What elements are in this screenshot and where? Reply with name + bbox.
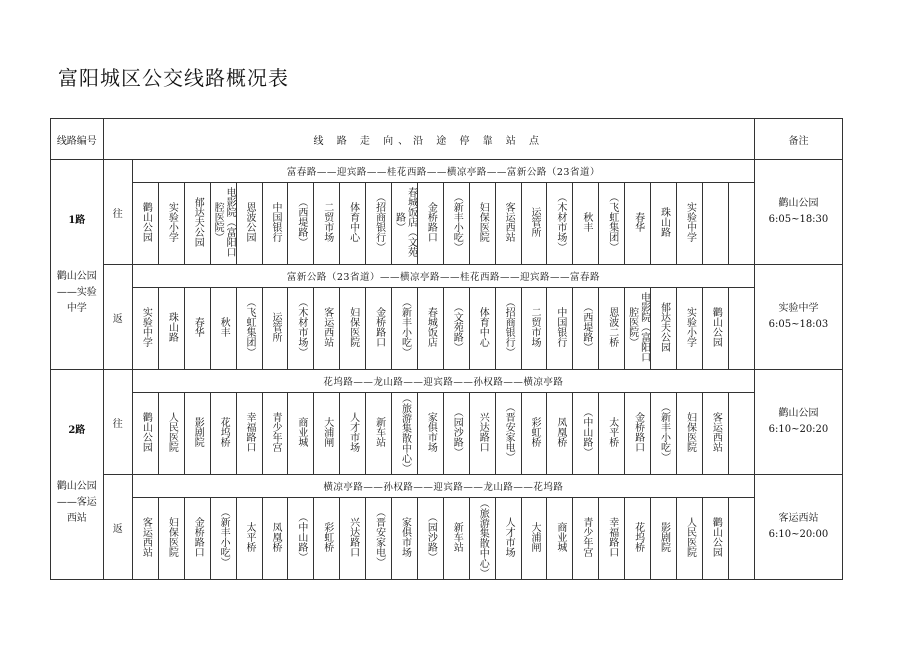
stop-cell: [236, 498, 262, 580]
direction-label: 返: [103, 265, 132, 370]
stop-name: 大浦闸: [529, 522, 541, 552]
stop-cell: [728, 183, 754, 265]
stop-name: 太平桥: [606, 417, 618, 447]
stop-cell: [651, 393, 677, 475]
route-stops-row: [51, 498, 843, 580]
stop-name: 影剧院: [192, 417, 204, 447]
stop-name: 郁达夫公园: [658, 302, 670, 352]
stop-cell: [288, 183, 314, 265]
stop-cell: [599, 498, 625, 580]
stop-name: （园沙路）: [425, 512, 437, 562]
stop-name: 花坞桥: [632, 522, 644, 552]
route-path: 富春路——迎宾路——桂花西路——横凉亭路——富新公路（23省道）: [132, 160, 754, 183]
stop-cell: [599, 393, 625, 475]
stop-name: 人民医院: [684, 517, 696, 557]
stop-name: 新车站: [373, 417, 385, 447]
stop-name: 运管所: [269, 312, 281, 342]
stop-name: 二贸市场: [321, 202, 333, 242]
stop-cell: [210, 393, 236, 475]
stop-name: 人民医院: [166, 412, 178, 452]
stop-name: 太平桥: [244, 522, 256, 552]
stop-cell: [366, 183, 392, 265]
stop-cell: [210, 183, 236, 265]
stop-cell: [625, 498, 651, 580]
stop-cell: [158, 393, 184, 475]
stop-name: 鹳山公园: [140, 202, 152, 242]
stop-cell: [573, 498, 599, 580]
stop-cell: [469, 393, 495, 475]
route-terminal-line: 鹳山公园: [56, 480, 97, 492]
stop-name: 郁达夫公园: [192, 197, 204, 247]
note-line: 客运西站: [778, 513, 819, 524]
stop-cell: [547, 393, 573, 475]
stop-name: 影剧院: [658, 522, 670, 552]
stop-name: 金桥路口: [632, 412, 644, 452]
stop-name: 金桥路口: [192, 517, 204, 557]
stop-name: （招商银行）: [503, 297, 515, 357]
stop-cell: [702, 498, 728, 580]
note-line: 6:05~18:30: [768, 214, 829, 225]
stop-name: 凤凰桥: [554, 417, 566, 447]
stop-name: 新车站: [451, 522, 463, 552]
stop-name: 春城饭店（文苑路）: [393, 187, 417, 257]
stop-cell: [417, 288, 443, 370]
route-note: [754, 370, 842, 475]
stop-name: （飞虹集团）: [244, 297, 256, 357]
stop-name: （飞虹集团）: [606, 192, 618, 252]
route-path-row: [51, 475, 843, 498]
stop-name: 妇保医院: [684, 412, 696, 452]
stop-cell: [340, 288, 366, 370]
stop-cell: [314, 498, 340, 580]
stop-name: （旅游集散中心）: [477, 498, 489, 578]
stop-cell: [210, 288, 236, 370]
note-line: 鹳山公园: [778, 408, 819, 419]
stop-name: 妇保医院: [477, 202, 489, 242]
stop-cell: [366, 393, 392, 475]
route-number: 2路: [68, 424, 86, 436]
stop-cell: [677, 498, 703, 580]
stop-cell: [651, 498, 677, 580]
stop-cell: [495, 183, 521, 265]
stop-cell: [132, 393, 158, 475]
stop-name: 运管所: [529, 207, 541, 237]
stop-cell: [573, 183, 599, 265]
stop-cell: [184, 393, 210, 475]
stop-cell: [702, 183, 728, 265]
stop-cell: [625, 183, 651, 265]
stop-cell: [236, 393, 262, 475]
route-path-row: [51, 370, 843, 393]
stop-name: 中国银行: [554, 307, 566, 347]
stop-cell: [366, 498, 392, 580]
route-stops-row: [51, 183, 843, 265]
route-terminal-line: 西站: [66, 512, 87, 524]
stop-cell: [443, 288, 469, 370]
stop-cell: [262, 498, 288, 580]
stop-name: （晋安家电）: [373, 507, 385, 567]
stop-cell: [677, 288, 703, 370]
stop-cell: [340, 183, 366, 265]
note-line: 6:05~18:03: [768, 319, 829, 330]
stop-cell: [521, 498, 547, 580]
stop-name: 幸福路口: [606, 517, 618, 557]
stop-cell: [495, 393, 521, 475]
stop-name: 电影院（富阳口腔医院）: [626, 292, 650, 362]
stop-name: 客运西站: [321, 307, 333, 347]
stop-name: （中山路）: [295, 512, 307, 562]
route-path: 横凉亭路——孙权路——迎宾路——龙山路——花坞路: [132, 475, 754, 498]
stop-name: 人才市场: [503, 517, 515, 557]
stop-cell: [702, 393, 728, 475]
route-stops-row: [51, 288, 843, 370]
route-terminal-line: 中学: [66, 302, 87, 314]
page-title: 富阳城区公交线路概况表: [58, 66, 289, 90]
direction-label: 返: [103, 475, 132, 580]
stop-name: 彩虹桥: [529, 417, 541, 447]
stop-cell: [728, 498, 754, 580]
note-line: 实验中学: [778, 303, 819, 314]
stop-cell: [392, 183, 418, 265]
stop-cell: [340, 498, 366, 580]
route-number-cell: [51, 160, 104, 370]
stop-name: 家俱市场: [425, 412, 437, 452]
stop-name: 珠山路: [658, 207, 670, 237]
stop-name: 金桥路口: [373, 307, 385, 347]
stop-cell: [677, 393, 703, 475]
stop-cell: [366, 288, 392, 370]
stop-cell: [314, 393, 340, 475]
stop-cell: [443, 183, 469, 265]
header-route-number: 线路编号: [51, 119, 104, 160]
stop-name: 体育中心: [477, 307, 489, 347]
stop-cell: [573, 393, 599, 475]
stop-name: （西堤路）: [580, 302, 592, 352]
stop-name: 青少年宫: [580, 517, 592, 557]
stop-cell: [314, 288, 340, 370]
stop-name: （晋安家电）: [503, 402, 515, 462]
stop-name: （旅游集散中心）: [399, 393, 411, 473]
route-number: 1路: [68, 214, 86, 226]
stop-name: （中山路）: [580, 407, 592, 457]
stop-name: 妇保医院: [166, 517, 178, 557]
stop-cell: [547, 498, 573, 580]
stop-name: 实验小学: [166, 202, 178, 242]
stop-name: 客运西站: [140, 517, 152, 557]
stop-cell: [651, 288, 677, 370]
stop-name: 珠山路: [166, 312, 178, 342]
note-line: 6:10~20:20: [768, 424, 829, 435]
stop-cell: [495, 498, 521, 580]
stop-cell: [158, 183, 184, 265]
stop-name: （新丰小吃）: [451, 192, 463, 252]
stop-cell: [702, 288, 728, 370]
stop-name: 实验小学: [684, 307, 696, 347]
stop-cell: [392, 498, 418, 580]
stop-name: （招商银行）: [373, 192, 385, 252]
stop-cell: [262, 288, 288, 370]
stop-cell: [495, 288, 521, 370]
stop-name: （木材市场）: [295, 297, 307, 357]
stop-name: 青少年宫: [269, 412, 281, 452]
direction-label: 往: [103, 160, 132, 265]
stop-name: 体育中心: [347, 202, 359, 242]
route-stops-row: [51, 393, 843, 475]
note-line: 6:10~20:00: [768, 529, 829, 540]
stop-cell: [651, 183, 677, 265]
stop-name: 鹳山公园: [710, 307, 722, 347]
stop-cell: [728, 393, 754, 475]
stop-cell: [288, 393, 314, 475]
stop-name: （西堤路）: [295, 197, 307, 247]
stop-name: 彩虹桥: [321, 522, 333, 552]
stop-cell: [521, 183, 547, 265]
stop-name: 春华: [192, 317, 204, 337]
stop-name: 中国银行: [269, 202, 281, 242]
stop-cell: [184, 183, 210, 265]
stop-cell: [132, 288, 158, 370]
stop-name: 秋丰: [218, 317, 230, 337]
stop-cell: [443, 393, 469, 475]
stop-cell: [443, 498, 469, 580]
stop-cell: [521, 288, 547, 370]
stop-cell: [599, 288, 625, 370]
stop-cell: [417, 393, 443, 475]
stop-name: 家俱市场: [399, 517, 411, 557]
note-line: 鹳山公园: [778, 198, 819, 209]
table-header-row: [51, 119, 843, 160]
stop-cell: [288, 288, 314, 370]
header-note: 备注: [754, 119, 842, 160]
stop-name: 恩波公园: [244, 202, 256, 242]
stop-name: 春城饭店: [425, 307, 437, 347]
stop-cell: [392, 288, 418, 370]
stop-cell: [288, 498, 314, 580]
stop-name: （新丰小吃）: [399, 297, 411, 357]
stop-cell: [417, 183, 443, 265]
stop-cell: [599, 183, 625, 265]
stop-name: （木材市场）: [554, 192, 566, 252]
stop-cell: [521, 393, 547, 475]
stop-cell: [314, 183, 340, 265]
route-path-row: [51, 265, 843, 288]
stop-name: 秋丰: [580, 212, 592, 232]
stop-name: 实验中学: [684, 202, 696, 242]
stop-cell: [392, 393, 418, 475]
route-path: 花坞路——龙山路——迎宾路——孙权路——横凉亭路: [132, 370, 754, 393]
stop-cell: [469, 183, 495, 265]
stop-name: （新丰小吃）: [658, 402, 670, 462]
stop-cell: [340, 393, 366, 475]
stop-cell: [184, 288, 210, 370]
stop-cell: [469, 288, 495, 370]
stop-name: （园沙路）: [451, 407, 463, 457]
stop-name: 花坞桥: [218, 417, 230, 447]
stop-cell: [728, 288, 754, 370]
route-terminal-line: 鹳山公园: [56, 270, 97, 282]
stop-cell: [625, 393, 651, 475]
stop-name: 电影院（富阳口腔医院）: [212, 187, 236, 257]
route-path: 富新公路（23省道）——横凉亭路——桂花西路——迎宾路——富春路: [132, 265, 754, 288]
stop-cell: [158, 288, 184, 370]
stop-name: 客运西站: [710, 412, 722, 452]
route-terminal-line: ——客运: [56, 496, 97, 508]
stop-name: 人才市场: [347, 412, 359, 452]
route-note: [754, 475, 842, 580]
header-stops: 线 路 走 向、沿 途 停 靠 站 点: [103, 119, 754, 160]
stop-cell: [547, 183, 573, 265]
stop-name: 恩波二桥: [606, 307, 618, 347]
route-number-cell: [51, 370, 104, 580]
stop-name: 凤凰桥: [269, 522, 281, 552]
stop-cell: [236, 183, 262, 265]
stop-name: 金桥路口: [425, 202, 437, 242]
stop-cell: [132, 183, 158, 265]
stop-name: 兴达路口: [347, 517, 359, 557]
stop-cell: [625, 288, 651, 370]
stop-cell: [469, 498, 495, 580]
stop-cell: [184, 498, 210, 580]
stop-cell: [236, 288, 262, 370]
stop-name: 春华: [632, 212, 644, 232]
stop-name: 妇保医院: [347, 307, 359, 347]
stop-cell: [262, 183, 288, 265]
stop-name: 鹳山公园: [140, 412, 152, 452]
direction-label: 往: [103, 370, 132, 475]
stop-name: 鹳山公园: [710, 517, 722, 557]
route-note: [754, 265, 842, 370]
stop-cell: [158, 498, 184, 580]
stop-cell: [677, 183, 703, 265]
stop-cell: [210, 498, 236, 580]
stop-name: 幸福路口: [244, 412, 256, 452]
stop-cell: [573, 288, 599, 370]
stop-name: （文苑路）: [451, 302, 463, 352]
route-note: [754, 160, 842, 265]
stop-name: 实验中学: [140, 307, 152, 347]
stop-name: 商业城: [554, 522, 566, 552]
bus-route-table: [50, 118, 843, 580]
stop-cell: [262, 393, 288, 475]
stop-name: （新丰小吃）: [218, 507, 230, 567]
stop-name: 兴达路口: [477, 412, 489, 452]
stop-name: 二贸市场: [529, 307, 541, 347]
stop-name: 大浦闸: [321, 417, 333, 447]
stop-name: 商业城: [295, 417, 307, 447]
stop-cell: [547, 288, 573, 370]
stop-cell: [132, 498, 158, 580]
stop-cell: [417, 498, 443, 580]
route-terminal-line: ——实验: [56, 286, 97, 298]
route-path-row: [51, 160, 843, 183]
stop-name: 客运西站: [503, 202, 515, 242]
